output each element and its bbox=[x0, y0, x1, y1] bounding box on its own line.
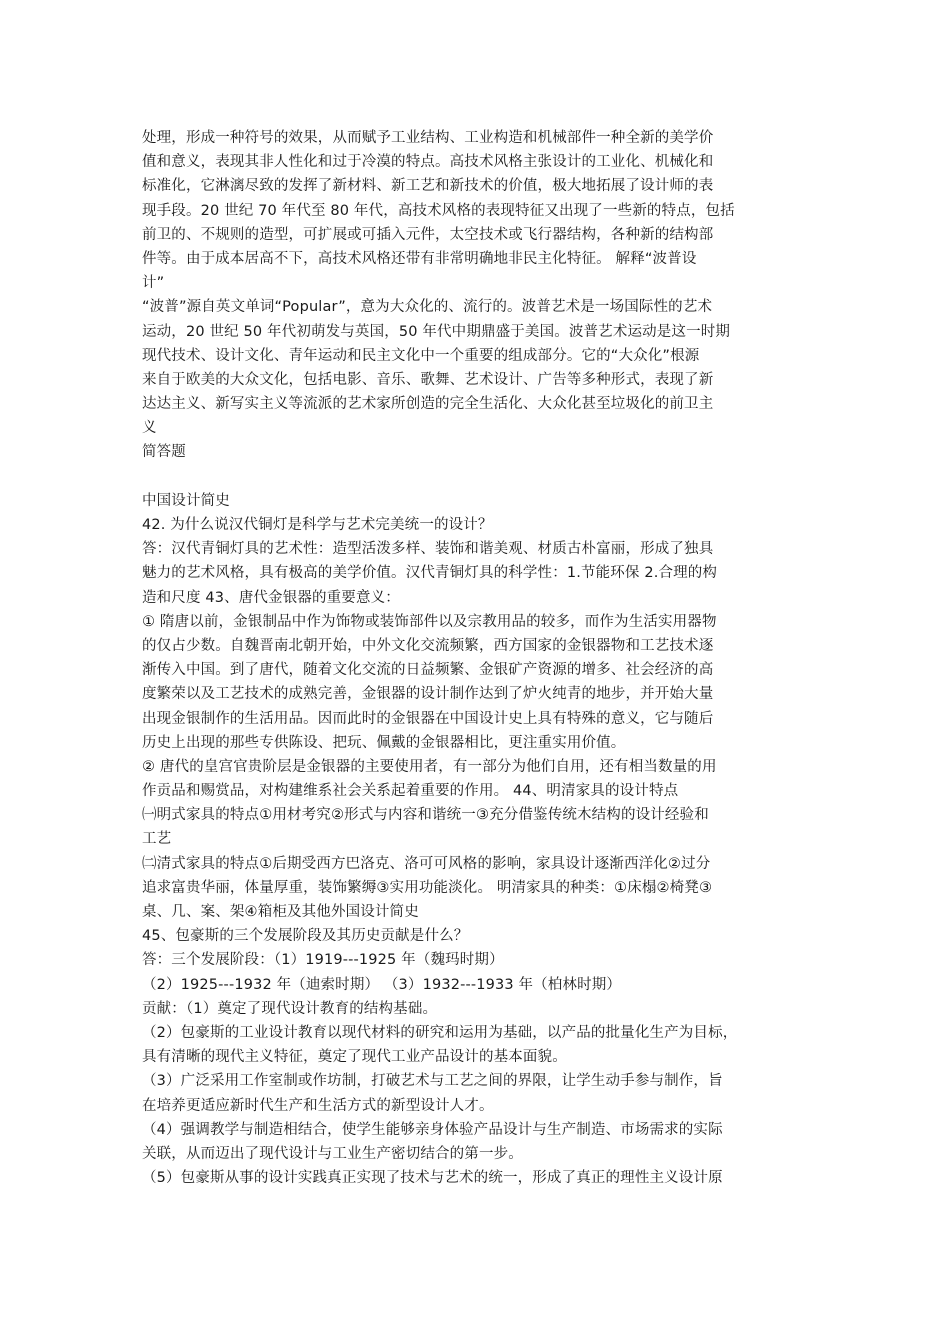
text-line: 义 bbox=[142, 420, 157, 437]
text-line: （5）包豪斯从事的设计实践真正实现了技术与艺术的统一，形成了真正的理性主义设计原 bbox=[142, 1170, 723, 1187]
text-line: 现手段。20 世纪 70 年代至 80 年代，高技术风格的表现特征又出现了一些新的特点，包括 bbox=[142, 202, 735, 219]
text-line: 前卫的、不规则的造型，可扩展或可插入元件，太空技术或飞行器结构，各种新的结构部 bbox=[142, 226, 714, 243]
text-line: 出现金银制作的生活用品。因而此时的金银器在中国设计史上具有特殊的意义，它与随后 bbox=[142, 710, 714, 727]
text-line: 追求富贵华丽，体量厚重，装饰繁缛③实用功能淡化。 明清家具的种类：①床榻②椅凳③ bbox=[142, 879, 713, 896]
text-line: 贡献：（1）奠定了现代设计教育的结构基础。 bbox=[142, 1000, 438, 1017]
text-line: ㈠明式家具的特点①用材考究②形式与内容和谐统一③充分借鉴传统木结构的设计经验和 bbox=[142, 807, 709, 824]
document-body bbox=[142, 126, 816, 1190]
text-line: 作贡品和赐赏品，对构建维系社会关系起着重要的作用。 44、明清家具的设计特点 bbox=[142, 783, 679, 800]
text-line: 造和尺度 43、唐代金银器的重要意义： bbox=[142, 589, 400, 606]
text-line: （2）1925---1932 年（迪索时期） （3）1932---1933 年（柏林时期） bbox=[142, 976, 622, 993]
text-line: 标准化，它淋漓尽致的发挥了新材料、新工艺和新技术的价值，极大地拓展了设计师的表 bbox=[142, 178, 714, 195]
text-line: 达达主义、新写实主义等流派的艺术家所创造的完全生活化、大众化甚至垃圾化的前卫主 bbox=[142, 396, 714, 413]
text-line: 42. 为什么说汉代铜灯是科学与艺术完美统一的设计？ bbox=[142, 517, 493, 533]
text-line: 运动，20 世纪 50 年代初萌发与英国，50 年代中期鼎盛于美国。波普艺术运动是这一时期 bbox=[142, 323, 731, 340]
text-line: ㈡清式家具的特点①后期受西方巴洛克、洛可可风格的影响，家具设计逐渐西洋化②过分 bbox=[142, 855, 711, 872]
text-line: 简答题 bbox=[142, 444, 186, 461]
text-line: 渐传入中国。到了唐代，随着文化交流的日益频繁、金银矿产资源的增多、社会经济的高 bbox=[142, 662, 714, 679]
text-line: ② 唐代的皇宫官贵阶层是金银器的主要使用者，有一部分为他们自用，还有相当数量的用 bbox=[142, 758, 717, 775]
text-line: 处理，形成一种符号的效果，从而赋予工业结构、工业构造和机械部件一种全新的美学价 bbox=[142, 130, 714, 146]
text-line: （2）包豪斯的工业设计教育以现代材料的研究和运用为基础，以产品的批量化生产为目标， bbox=[142, 1024, 738, 1041]
text-line: （3）广泛采用工作室制或作坊制，打破艺术与工艺之间的界限，让学生动手参与制作，旨 bbox=[142, 1073, 723, 1090]
text-line: （4）强调教学与制造相结合，使学生能够亲身体验产品设计与生产制造、市场需求的实际 bbox=[142, 1121, 723, 1138]
text-line: 现代技术、设计文化、青年运动和民主文化中一个重要的组成部分。它的“大众化”根源 bbox=[142, 347, 700, 364]
text-line: 45、包豪斯的三个发展阶段及其历史贡献是什么？ bbox=[142, 928, 469, 945]
text-line: 的仅占少数。自魏晋南北朝开始，中外文化交流频繁，西方国家的金银器物和工艺技术逐 bbox=[142, 637, 714, 654]
text-line: 历史上出现的那些专供陈设、把玩、佩戴的金银器相比，更注重实用价值。 bbox=[142, 734, 626, 751]
text-line: 关联，从而迈出了现代设计与工业生产密切结合的第一步。 bbox=[142, 1145, 523, 1162]
text-line: 在培养更适应新时代生产和生活方式的新型设计人才。 bbox=[142, 1097, 494, 1114]
text-line: “波普”源自英文单词“Popular”，意为大众化的、流行的。波普艺术是一场国际性的艺术 bbox=[142, 299, 713, 316]
text-line: 件等。由于成本居高不下，高技术风格还带有非常明确地非民主化特征。 解释“波普设 bbox=[142, 250, 697, 267]
text-line: 魅力的艺术风格，具有极高的美学价值。汉代青铜灯具的科学性：1.节能环保 2.合理的构 bbox=[142, 565, 718, 582]
text-line: 桌、几、案、架④箱柜及其他外国设计简史 bbox=[142, 904, 419, 920]
text-line: 值和意义，表现其非人性化和过于冷漠的特点。高技术风格主张设计的工业化、机械化和 bbox=[142, 154, 714, 171]
text-line: ① 隋唐以前，金银制品中作为饰物或装饰部件以及宗教用品的较多，而作为生活实用器物 bbox=[142, 613, 717, 630]
text-line: 中国设计简史 bbox=[142, 492, 230, 509]
text-line: 来自于欧美的大众文化，包括电影、音乐、歌舞、艺术设计、广告等多种形式，表现了新 bbox=[142, 371, 714, 388]
text-line: 答：三个发展阶段：（1）1919---1925 年（魏玛时期） bbox=[142, 952, 504, 969]
text-line: 具有清晰的现代主义特征，奠定了现代工业产品设计的基本面貌。 bbox=[142, 1049, 567, 1066]
text-line: 答：汉代青铜灯具的艺术性：造型活泼多样、装饰和谐美观、材质古朴富丽，形成了独具 bbox=[142, 541, 714, 558]
blank-line bbox=[142, 465, 816, 489]
text-line: 度繁荣以及工艺技术的成熟完善，金银器的设计制作达到了炉火纯青的地步，并开始大量 bbox=[142, 686, 714, 703]
text-line: 工艺 bbox=[142, 831, 172, 848]
text-line: 计” bbox=[142, 275, 165, 292]
